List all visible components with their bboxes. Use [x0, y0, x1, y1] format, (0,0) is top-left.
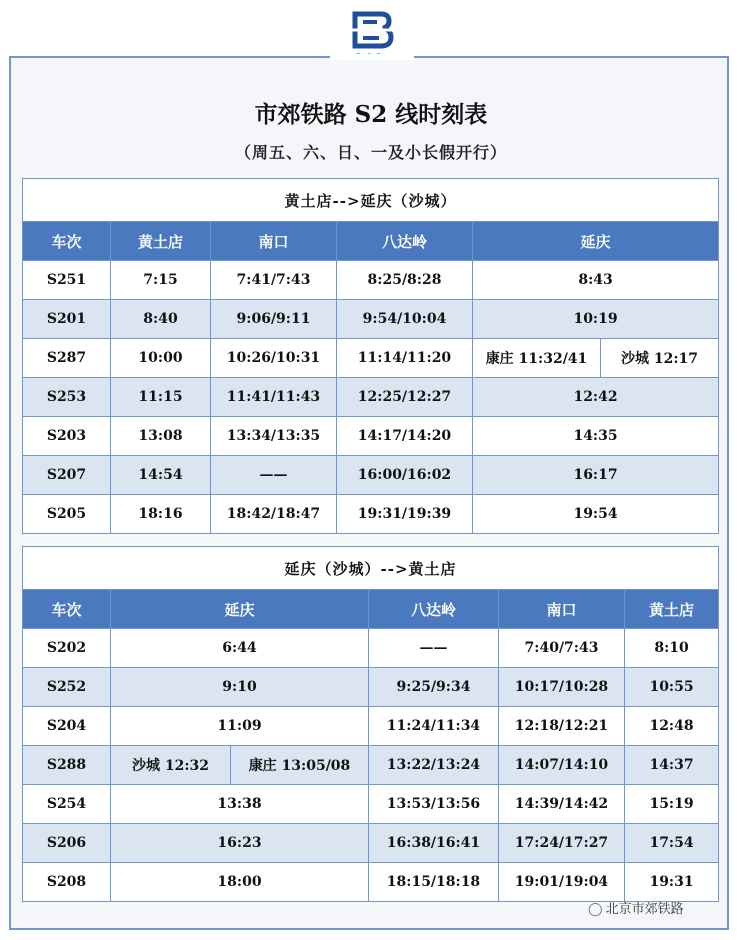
train-number: S253	[23, 378, 111, 417]
time-cell: 10:26/10:31	[211, 339, 337, 378]
train-number: S206	[23, 824, 111, 863]
time-cell: 11:15	[111, 378, 211, 417]
time-cell: 8:43	[473, 261, 719, 300]
page-subtitle: （周五、六、日、一及小长假开行）	[234, 143, 507, 162]
time-cell: 9:10	[111, 668, 369, 707]
time-cell: 康庄 13:05/08	[231, 746, 369, 785]
time-cell: 沙城 12:32	[111, 746, 231, 785]
column-header: 延庆	[473, 222, 719, 261]
time-cell: 6:44	[111, 629, 369, 668]
train-number: S203	[23, 417, 111, 456]
time-cell: 8:40	[111, 300, 211, 339]
time-cell: 17:24/17:27	[499, 824, 625, 863]
table-row	[23, 261, 719, 300]
time-cell: 16:00/16:02	[337, 456, 473, 495]
time-cell: 沙城 12:17	[601, 339, 719, 378]
page-title: 市郊铁路 S2 线时刻表	[254, 101, 488, 128]
time-cell: 16:38/16:41	[369, 824, 499, 863]
time-cell: 14:54	[111, 456, 211, 495]
train-number: S201	[23, 300, 111, 339]
table-row	[23, 417, 719, 456]
train-number: S204	[23, 707, 111, 746]
column-header: 车次	[23, 222, 111, 261]
section-heading: 延庆（沙城）-->黄土店	[23, 547, 719, 590]
time-cell: 9:25/9:34	[369, 668, 499, 707]
time-cell: 13:38	[111, 785, 369, 824]
time-cell: 11:09	[111, 707, 369, 746]
time-cell: 14:35	[473, 417, 719, 456]
time-cell: 8:25/8:28	[337, 261, 473, 300]
time-cell: 9:54/10:04	[337, 300, 473, 339]
time-cell: 18:16	[111, 495, 211, 534]
train-number: S205	[23, 495, 111, 534]
column-header: 八达岭	[337, 222, 473, 261]
time-cell: 7:41/7:43	[211, 261, 337, 300]
time-cell: 10:00	[111, 339, 211, 378]
time-cell: 15:19	[625, 785, 719, 824]
time-cell: 14:07/14:10	[499, 746, 625, 785]
time-cell: 14:17/14:20	[337, 417, 473, 456]
time-cell: ——	[369, 629, 499, 668]
column-header: 八达岭	[369, 590, 499, 629]
column-header: 延庆	[111, 590, 369, 629]
table-row	[23, 746, 719, 785]
table-row	[23, 785, 719, 824]
train-number: S254	[23, 785, 111, 824]
train-number: S208	[23, 863, 111, 902]
time-cell: 16:17	[473, 456, 719, 495]
train-number: S251	[23, 261, 111, 300]
bcr-emblem-icon	[347, 8, 395, 52]
time-cell: 康庄 11:32/41	[473, 339, 601, 378]
timetable-inbound	[22, 546, 719, 902]
table-row	[23, 495, 719, 534]
wechat-icon: ◯	[588, 902, 603, 917]
time-cell: 10:19	[473, 300, 719, 339]
column-header: 南口	[211, 222, 337, 261]
time-cell: 11:24/11:34	[369, 707, 499, 746]
column-header: 南口	[499, 590, 625, 629]
train-number: S207	[23, 456, 111, 495]
column-header: 车次	[23, 590, 111, 629]
time-cell: 12:42	[473, 378, 719, 417]
table-row	[23, 707, 719, 746]
time-cell: 19:01/19:04	[499, 863, 625, 902]
time-cell: 12:25/12:27	[337, 378, 473, 417]
table-row	[23, 824, 719, 863]
train-number: S252	[23, 668, 111, 707]
train-number: S287	[23, 339, 111, 378]
column-header: 黄土店	[625, 590, 719, 629]
time-cell: 13:08	[111, 417, 211, 456]
time-cell: 13:53/13:56	[369, 785, 499, 824]
time-cell: 13:22/13:24	[369, 746, 499, 785]
train-number: S202	[23, 629, 111, 668]
time-cell: 14:39/14:42	[499, 785, 625, 824]
watermark-text: 北京市郊铁路	[605, 902, 684, 917]
time-cell: 7:15	[111, 261, 211, 300]
table-row	[23, 863, 719, 902]
table-row	[23, 456, 719, 495]
time-cell: 18:15/18:18	[369, 863, 499, 902]
time-cell: 18:42/18:47	[211, 495, 337, 534]
table-row	[23, 300, 719, 339]
time-cell: 19:31/19:39	[337, 495, 473, 534]
time-cell: 11:41/11:43	[211, 378, 337, 417]
time-cell: 14:37	[625, 746, 719, 785]
table-row	[23, 378, 719, 417]
time-cell: 9:06/9:11	[211, 300, 337, 339]
watermark	[588, 898, 684, 917]
column-header: 黄土店	[111, 222, 211, 261]
time-cell: 10:17/10:28	[499, 668, 625, 707]
time-cell: 17:54	[625, 824, 719, 863]
section-heading: 黄土店-->延庆（沙城）	[23, 179, 719, 222]
timetable-outbound	[22, 178, 719, 534]
time-cell: 19:31	[625, 863, 719, 902]
table-row	[23, 668, 719, 707]
train-number: S288	[23, 746, 111, 785]
table-row	[23, 339, 719, 378]
table-row	[23, 629, 719, 668]
time-cell: 13:34/13:35	[211, 417, 337, 456]
time-cell: 18:00	[111, 863, 369, 902]
time-cell: 10:55	[625, 668, 719, 707]
time-cell: ——	[211, 456, 337, 495]
time-cell: 11:14/11:20	[337, 339, 473, 378]
time-cell: 19:54	[473, 495, 719, 534]
time-cell: 12:48	[625, 707, 719, 746]
time-cell: 12:18/12:21	[499, 707, 625, 746]
time-cell: 7:40/7:43	[499, 629, 625, 668]
time-cell: 16:23	[111, 824, 369, 863]
time-cell: 8:10	[625, 629, 719, 668]
